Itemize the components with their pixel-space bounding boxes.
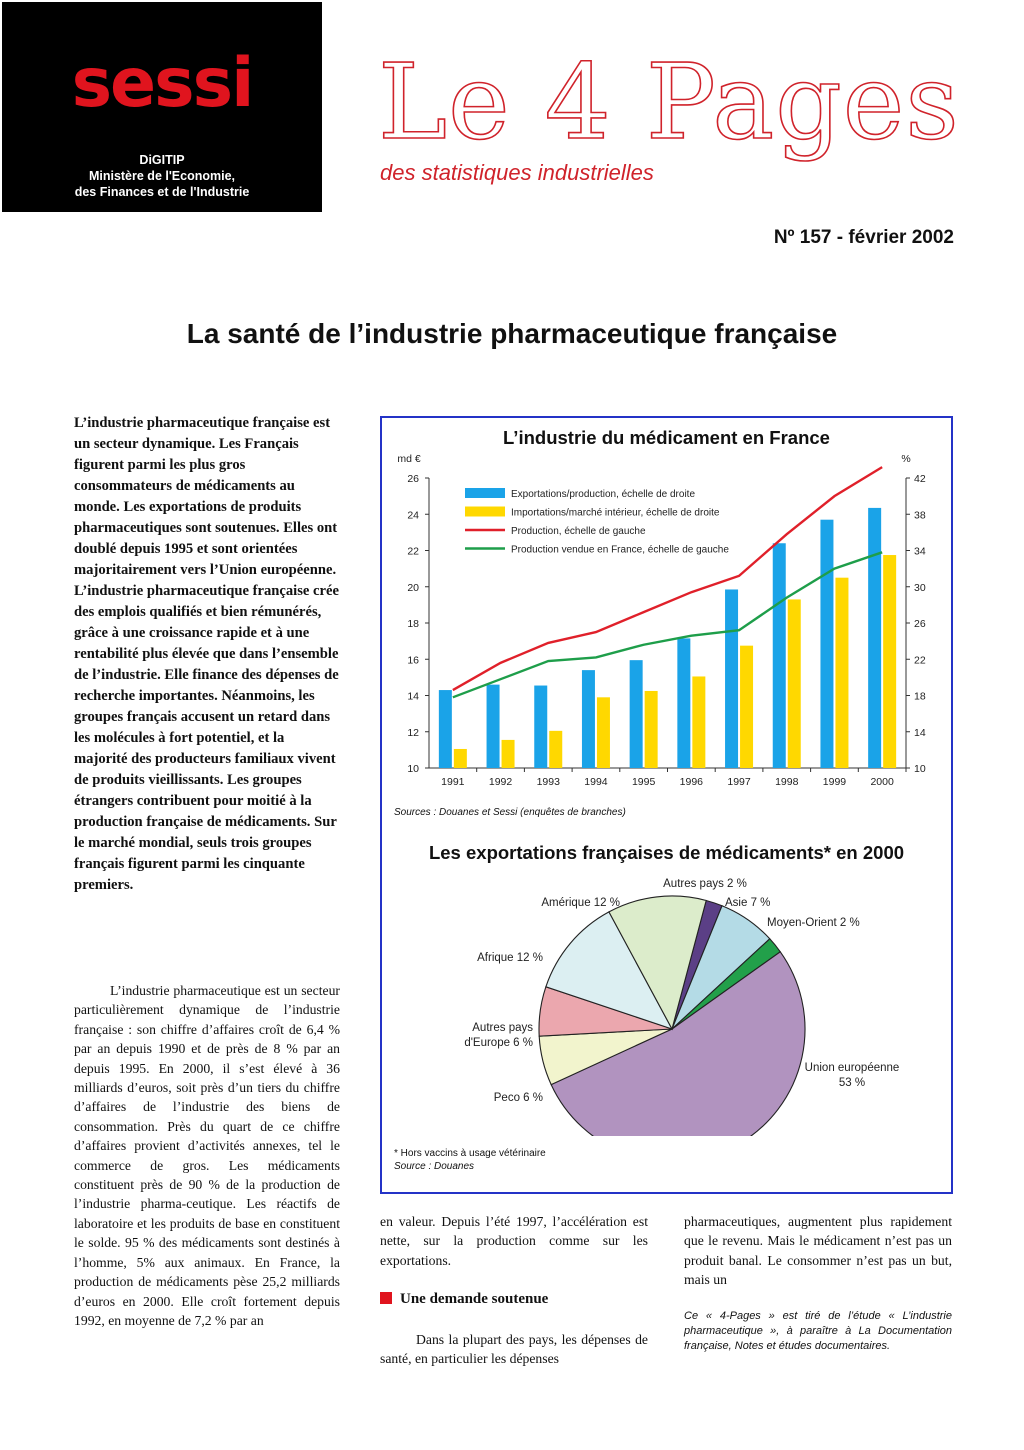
right-tick-label: 34 bbox=[914, 545, 926, 558]
x-tick-label: 1997 bbox=[727, 776, 751, 788]
pie-label-line: 53 % bbox=[838, 1077, 866, 1089]
issue-number: Nº 157 - février 2002 bbox=[773, 227, 954, 248]
logo-wordmark: sessi bbox=[71, 44, 253, 123]
pie-label: Afrique 12 % bbox=[477, 952, 543, 964]
x-tick-label: 1996 bbox=[679, 776, 704, 788]
import-bar bbox=[597, 697, 610, 768]
publication-title: Le 4 Pages bbox=[378, 41, 960, 163]
red-square-bullet bbox=[380, 1292, 392, 1304]
pie-label-line: Autres pays bbox=[472, 1022, 533, 1034]
import-bar bbox=[692, 676, 705, 768]
publication-subtitle: des statistiques industrielles bbox=[380, 160, 654, 185]
export-bar bbox=[439, 690, 452, 768]
import-bar bbox=[835, 578, 848, 768]
export-bar bbox=[534, 686, 547, 768]
export-bar bbox=[487, 685, 500, 768]
legend-label: Importations/marché intérieur, échelle de droite bbox=[511, 507, 720, 519]
article-headline: La santé de l’industrie pharmaceutique française bbox=[186, 318, 838, 349]
right-tick-label: 26 bbox=[914, 618, 926, 630]
legend-label: Production, échelle de gauche bbox=[511, 526, 646, 537]
chart-title: Les exportations françaises de médicaments* en 2000 bbox=[428, 842, 905, 863]
left-tick-label: 20 bbox=[407, 581, 419, 594]
pie-label: Amérique 12 % bbox=[541, 897, 620, 909]
import-bar bbox=[454, 749, 467, 768]
logo-line-3: des Finances et de l'Industrie bbox=[74, 185, 250, 199]
x-tick-label: 2000 bbox=[870, 776, 894, 788]
pie-label-line: Union européenne bbox=[804, 1062, 900, 1074]
right-tick-label: 42 bbox=[914, 473, 926, 485]
right-tick-label: 14 bbox=[914, 726, 926, 739]
x-tick-label: 1991 bbox=[441, 776, 465, 788]
left-tick-label: 14 bbox=[407, 690, 419, 703]
x-tick-label: 1998 bbox=[775, 776, 799, 788]
sold-in-france-line bbox=[453, 552, 882, 697]
x-tick-label: 1999 bbox=[822, 776, 847, 788]
pie-label-line: d'Europe 6 % bbox=[464, 1037, 533, 1049]
import-bar bbox=[788, 599, 801, 768]
right-tick-label: 18 bbox=[914, 690, 926, 703]
left-tick-label: 18 bbox=[407, 618, 419, 630]
legend-label: Production vendue en France, échelle de gauche bbox=[511, 544, 729, 556]
export-bar bbox=[868, 508, 881, 768]
left-tick-label: 22 bbox=[407, 545, 419, 558]
left-tick-label: 24 bbox=[407, 509, 419, 522]
body-column-2-bottom bbox=[380, 1330, 648, 1369]
right-axis-unit: % bbox=[901, 453, 911, 465]
import-bar bbox=[645, 691, 658, 768]
logo-line-2: Ministère de l'Economie, bbox=[88, 169, 236, 183]
left-tick-label: 10 bbox=[407, 763, 419, 775]
logo-subtitle bbox=[2, 152, 322, 200]
right-tick-label: 10 bbox=[914, 763, 926, 775]
chart-footnote bbox=[394, 1147, 546, 1173]
x-tick-label: 1995 bbox=[631, 776, 656, 788]
pie-label: Asie 7 % bbox=[725, 897, 771, 909]
logo-line-1: DiGITIP bbox=[139, 153, 185, 167]
left-tick-label: 16 bbox=[407, 654, 419, 667]
import-bar bbox=[740, 646, 753, 768]
pie-label bbox=[805, 1062, 900, 1089]
import-bar bbox=[883, 555, 896, 768]
exports-pie-chart bbox=[380, 866, 953, 1136]
export-bar bbox=[820, 520, 833, 768]
footnote-text: * Hors vaccins à usage vétérinaire bbox=[394, 1148, 546, 1159]
pie-label: Peco 6 % bbox=[493, 1092, 543, 1104]
pie-label: Moyen-Orient 2 % bbox=[767, 917, 860, 929]
sessi-logo bbox=[2, 2, 322, 212]
body-column-3: pharmaceutiques, augmentent plus rapidement que le revenu. Mais le médicament n’est pas un produit banal. Le consommer n’est pas un but, mais un bbox=[684, 1214, 952, 1288]
pie-label: Autres pays 2 % bbox=[663, 878, 747, 890]
export-bar bbox=[677, 638, 690, 768]
section-heading-text: Une demande soutenue bbox=[400, 1291, 549, 1307]
legend-label: Exportations/production, échelle de droite bbox=[511, 489, 696, 500]
export-bar bbox=[773, 543, 786, 768]
export-bar bbox=[630, 660, 643, 768]
medicine-industry-chart bbox=[380, 448, 953, 804]
export-bar bbox=[725, 589, 738, 768]
section-heading bbox=[380, 1291, 548, 1308]
body-column-2-top: en valeur. Depuis l’été 1997, l’accélération est nette, sur la production comme sur les exportations. bbox=[380, 1214, 648, 1268]
x-tick-label: 1992 bbox=[488, 776, 513, 788]
legend-swatch bbox=[465, 507, 505, 517]
pie-source: Source : Douanes bbox=[394, 1161, 475, 1172]
body-paragraph: Dans la plupart des pays, les dépenses de santé, en particulier les dépenses bbox=[380, 1332, 648, 1367]
pie-label bbox=[464, 1022, 533, 1049]
chart-title: L’industrie du médicament en France bbox=[503, 427, 830, 448]
legend-swatch bbox=[465, 488, 505, 498]
export-bar bbox=[582, 670, 595, 768]
left-axis-unit: md € bbox=[397, 453, 421, 465]
import-bar bbox=[549, 731, 562, 768]
chart-source: Sources : Douanes et Sessi (enquêtes de branches) bbox=[394, 807, 626, 818]
import-bar bbox=[502, 740, 515, 768]
x-tick-label: 1994 bbox=[584, 776, 608, 788]
body-paragraph: L’industrie pharmaceutique est un secteur particulièrement dynamique de l’industrie française : son chiffre d’affaires croît de 6,4 % par an depuis 1990 et de près de 8 % par an depuis 1995. En 2000, il s’est élevé à 36 milliards d’euros, soit près d’un tiers du chiffre d’affaires de l’industrie des biens de consommation. Près du quart de ce chiffre d’affaires provient d’activités annexes, tel le commerce de gros. Les médicaments constituent près de 90 % de la production de l’industrie pharma-ceutique. Les réactifs de laboratoire et les produits de base en constituent le solde. 95 % des médicaments sont destinés à l’homme, 5% aux animaux. En France, la production de médicaments pèse 25,2 milliards d’euros en 2000. Elle croît fortement depuis 1992, en moyenne de 7,2 % par an bbox=[74, 983, 340, 1328]
body-column-1 bbox=[74, 981, 340, 1330]
x-tick-label: 1993 bbox=[536, 776, 560, 788]
source-note: Ce « 4-Pages » est tiré de l’étude « L’industrie pharmaceutique », à paraître à La Documentation française, Notes et études documentaires. bbox=[684, 1310, 952, 1352]
right-tick-label: 38 bbox=[914, 509, 926, 522]
left-tick-label: 12 bbox=[407, 726, 419, 739]
right-tick-label: 22 bbox=[914, 654, 926, 667]
right-tick-label: 30 bbox=[914, 581, 926, 594]
left-tick-label: 26 bbox=[407, 473, 419, 485]
intro-paragraph: L’industrie pharmaceutique française est un secteur dynamique. Les Français figurent parmi les plus gros consommateurs de médicaments au monde. Les exportations de produits pharmaceutiques sont soutenues. Elles ont doublé depuis 1995 et sont orientées majoritairement vers l’Union européenne. L’industrie pharmaceutique française crée des emplois qualifiés et bien rémunérés, grâce à une croissance rapide et à une rentabilité plus élevée que dans l’ensemble de l’industrie. Elle finance des dépenses de recherche importantes. Néanmoins, les groupes français accusent un retard dans les molécules à fort potentiel, et la majorité des producteurs familiaux vivent de produits vieillissants. Les groupes étrangers contribuent pour moitié à la production française de médicaments. Sur le marché mondial, seuls trois groupes français figurent parmi les cinquante premiers. bbox=[74, 415, 339, 893]
